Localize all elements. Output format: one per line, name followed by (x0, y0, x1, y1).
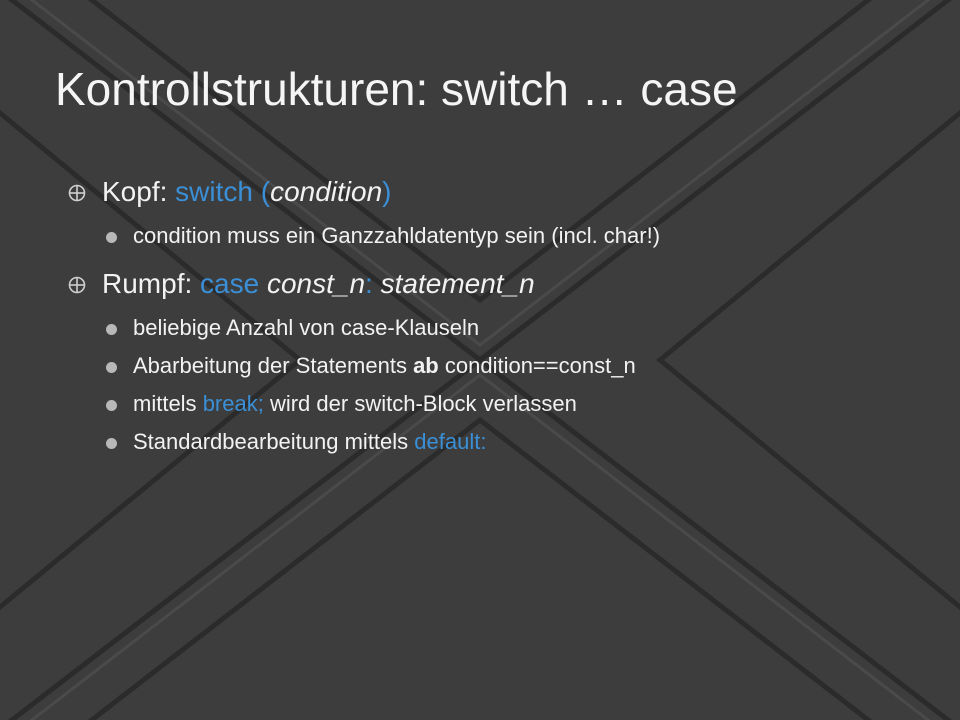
param-const: const_n (266, 268, 366, 299)
param-statement: statement_n (380, 268, 535, 299)
subbullet-break (68, 390, 908, 418)
subbullet-anzahl (68, 314, 908, 342)
bullet-kopf (68, 172, 908, 212)
keyword-default: default: (414, 429, 487, 454)
subbullet-default (68, 428, 908, 456)
colon: : (365, 268, 373, 299)
filled-dot-icon (106, 232, 117, 243)
subbullet-text-post: condition==const_n (438, 353, 636, 378)
param-condition: condition (270, 176, 383, 207)
keyword-switch: switch ( (175, 176, 271, 207)
space (259, 268, 267, 299)
keyword-break: break; (202, 391, 264, 416)
filled-dot-icon (106, 400, 117, 411)
subbullet-text-pre: Abarbeitung der Statements (133, 353, 414, 378)
slide-content (68, 172, 908, 466)
subbullet-text-pre: Standardbearbeitung mittels (133, 429, 415, 454)
subbullet-text: condition muss ein Ganzzahldatentyp sein (incl. char!) (133, 223, 661, 248)
close-paren: ) (382, 176, 392, 207)
subbullet-abarbeitung (68, 352, 908, 380)
slide-title: Kontrollstrukturen: switch … case (55, 63, 738, 115)
subbullet-text: beliebige Anzahl von case-Klauseln (133, 315, 480, 340)
filled-dot-icon (106, 438, 117, 449)
space (373, 268, 381, 299)
keyword-case: case (200, 268, 260, 299)
filled-dot-icon (106, 362, 117, 373)
bold-ab: ab (413, 353, 439, 378)
bullet-label: Rumpf: (102, 268, 201, 299)
subbullet-text-pre: mittels (133, 391, 203, 416)
circled-cross-icon (68, 184, 86, 202)
filled-dot-icon (106, 324, 117, 335)
bullet-label: Kopf: (102, 176, 176, 207)
circled-cross-icon (68, 276, 86, 294)
subbullet-text-post: wird der switch-Block verlassen (263, 391, 577, 416)
subbullet-condition (68, 222, 908, 250)
bullet-rumpf (68, 264, 908, 304)
